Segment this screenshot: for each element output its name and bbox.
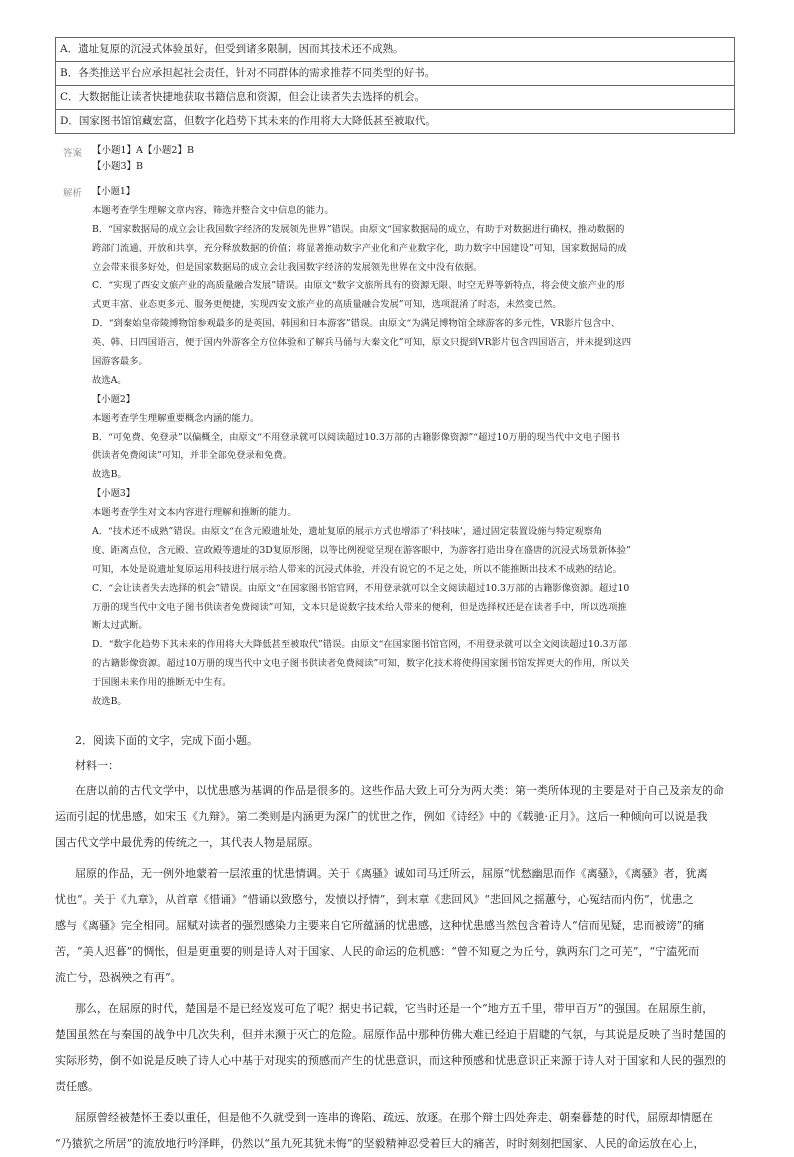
para-line: 国古代文学中最优秀的传统之一，其代表人物是屈原。 — [55, 836, 319, 849]
exp-line: B．“国家数据局的成立会让我国数字经济的发展领先世界”错误。由原文“国家数据局的成立，有助于对数据进行确权，推动数据的 — [92, 223, 625, 235]
exp-line: 的古籍影像资源。超过10万册的现当代中文电子图书供读者免费阅读”可知，数字化技术将使得国家图书馆发挥更大的作用，所以关 — [92, 658, 630, 670]
exp-line: 本题考查学生理解重要概念内涵的能力。 — [92, 412, 260, 424]
option-c: C．大数据能让读者快捷地获取书籍信息和资源，但会让读者失去选择的机会。 — [56, 86, 735, 110]
exp-line: 跨部门流通、开放和共享，充分释放数据的价值；将显著推动数字产业化和产业数字化，助力数字中国建设”可知，国家数据局的成 — [92, 242, 627, 254]
para-line: 屈原曾经被楚怀王委以重任，但是他不久就受到一连串的谗陷、疏远、放逐。在那个辩士四处奔走、朝秦暮楚的时代，屈原却情愿在 — [75, 1111, 713, 1124]
exp-line: 国游客最多。 — [92, 356, 148, 368]
paragraph — [55, 1105, 739, 1157]
answer-line: 【小题3】B — [92, 161, 144, 172]
exp-line: 【小题2】 — [92, 393, 136, 405]
explanation-label: 解析 — [63, 188, 83, 199]
question-2 — [55, 728, 739, 1157]
answer-block — [92, 143, 194, 175]
exp-line: 供读者免费阅读”可知，并非全部免登录和免费。 — [92, 450, 292, 462]
option-a: A．遗址复原的沉浸式体验虽好，但受到诸多限制，因而其技术还不成熟。 — [56, 38, 735, 62]
para-line: 实际形势，倒不如说是反映了诗人心中基于对现实的预感而产生的忧患意识，而这种预感和忧患意识正来源于诗人对于国家和人民的强烈的 — [55, 1054, 726, 1067]
exp-line: 【小题1】 — [92, 186, 136, 197]
exp-line: B．“可免费、免登录”以偏概全，由原文“不用登录就可以阅读超过10.3万部的古籍影像资源”“超过10万册的现当代中文电子图书 — [92, 431, 620, 443]
option-d: D．国家图书馆馆藏宏富，但数字化趋势下其未来的作用将大大降低甚至被取代。 — [56, 110, 735, 134]
exp-line: 断太过武断。 — [92, 620, 148, 632]
options-table — [55, 37, 735, 134]
exp-line: 故选B。 — [92, 696, 127, 708]
exp-line: 万册的现当代中文电子图书供读者免费阅读”可知，文本只是说数字技术给人带来的便利，但是选择权还是在读者手中，所以选项推 — [92, 601, 627, 613]
exp-line: 本题考查学生对文本内容进行理解和推断的能力。 — [92, 507, 297, 519]
question-2-heading: 2．阅读下面的文字，完成下面小题。 — [75, 734, 258, 747]
para-line: 在唐以前的古代文学中，以忧患感为基调的作品是很多的。这些作品大致上可分为两大类：第一类所体现的主要是对于自己及亲友的命 — [75, 784, 724, 797]
para-line: 忧也”。关于《九章》，从首章《惜诵》“惜诵以致愍兮，发愤以抒情”，到末章《悲回风》“悲回风之摇蕙兮，心冤结而内伤”，忧患之 — [55, 893, 694, 906]
para-line: 楚国虽然在与秦国的战争中几次失利，但并未濒于灭亡的危险。屈原作品中那种仿佛大难已经迫于眉睫的气氛，与其说是反映了当时楚国的 — [55, 1028, 726, 1041]
exp-line: 于国图未来作用的推断无中生有。 — [92, 677, 232, 689]
para-line: 流亡兮，恐祸殃之有再”。 — [55, 971, 182, 984]
para-line: 感与《离骚》完全相同。屈赋对读者的强烈感染力主要来自它所蕴涵的忧患感，这种忧患感当然包含着诗人“信而见疑，忠而被谤”的痛 — [55, 919, 705, 932]
para-line: 屈原的作品，无一例外地蒙着一层浓重的忧患情调。关于《离骚》诚如司马迁所云，屈原“忧愁幽思而作《离骚》，《离骚》者，犹离 — [75, 867, 708, 880]
para-line: 那么，在屈原的时代，楚国是不是已经岌岌可危了呢？据史书记载，它当时还是一个“地方五千里，带甲百万”的强国。在屈原生前， — [75, 1002, 714, 1015]
answer-label: 答案 — [63, 148, 83, 159]
explanation-block — [92, 183, 744, 712]
exp-line: 式更丰富、业态更多元、服务更便捷，实现西安文旅产业的高质量融合发展”可知，选项混淆了时态，未然变已然。 — [92, 299, 562, 311]
paragraph — [55, 996, 739, 1100]
exp-line: 本题考查学生理解文章内容，筛选并整合文中信息的能力。 — [92, 204, 334, 216]
paragraph — [55, 861, 739, 991]
exp-line: 故选A。 — [92, 374, 127, 386]
exp-line: D．“数字化趋势下其未来的作用将大大降低甚至被取代”错误。由原文“在国家图书馆官网，不用登录就可以全文阅读超过10.3万部 — [92, 639, 628, 651]
paragraph — [55, 778, 739, 856]
para-line: 运而引起的忧患感，如宋玉《九辩》。第二类则是内涵更为深广的忧世之作，例如《诗经》中的《载驰·正月》。这后一种倾向可以说是我 — [55, 810, 708, 823]
material-label: 材料一： — [75, 759, 119, 772]
exp-line: C．“实现了西安文旅产业的高质量融合发展”错误。由原文“数字文旅所具有的资源无限、时空无界等新特点，将会使文旅产业的形 — [92, 280, 625, 292]
option-b: B．各类推送平台应承担起社会责任，针对不同群体的需求推荐不同类型的好书。 — [56, 62, 735, 86]
exp-line: 立会带来很多好处，但是国家数据局的成立会让我国数字经济的发展领先世界在文中没有依据。 — [92, 261, 483, 273]
answer-line: 【小题1】A【小题2】B — [92, 145, 194, 156]
para-line: 苦，“美人迟暮”的惆怅，但是更重要的则是诗人对于国家、人民的命运的危机感：“曾不知夏之为丘兮，孰两东门之可芜”，“宁溘死而 — [55, 945, 700, 958]
para-line: 责任感。 — [55, 1080, 99, 1093]
exp-line: 故选B。 — [92, 469, 127, 481]
exp-line: D．“到秦始皇帝陵博物馆参观最多的是英国、韩国和日本游客”错误。由原文“为满足博物馆全球游客的多元性，VR影片包含中、 — [92, 318, 621, 330]
exp-line: 度、距离点位，含元殿、宣政殿等遗址的3D复原形图，以等比例视觉呈现在游客眼中，为游客打造出身在盛唐的沉浸式场景新体验” — [92, 544, 631, 556]
exp-line: 英、韩、日四国语言，便于国内外游客全方位体验和了解兵马俑与大秦文化”可知，原文只提到VR影片包含四国语言，并未提到这四 — [92, 337, 632, 349]
exp-line: A．“技术还不成熟”错误。由原文“在含元殿遗址处，遗址复原的展示方式也增添了‘科技味’，通过固定装置设施与特定观察角 — [92, 526, 603, 538]
exp-line: 【小题3】 — [92, 488, 136, 500]
exp-line: C．“会让读者失去选择的机会”错误。由原文“在国家图书馆官网，不用登录就可以全文阅读超过10.3万部的古籍影像资源。超过10 — [92, 582, 630, 594]
para-line: “乃猿狖之所居”的流放地行吟泽畔，仍然以“虽九死其犹未悔”的坚毅精神忍受着巨大的痛苦，时时刻刻把国家、人民的命运放在心上， — [55, 1137, 705, 1150]
exp-line: 可知，本处是说遗址复原运用科技进行展示给人带来的沉浸式体验，并没有说它的不足之处，所以不能推断出技术不成熟的结论。 — [92, 563, 622, 575]
